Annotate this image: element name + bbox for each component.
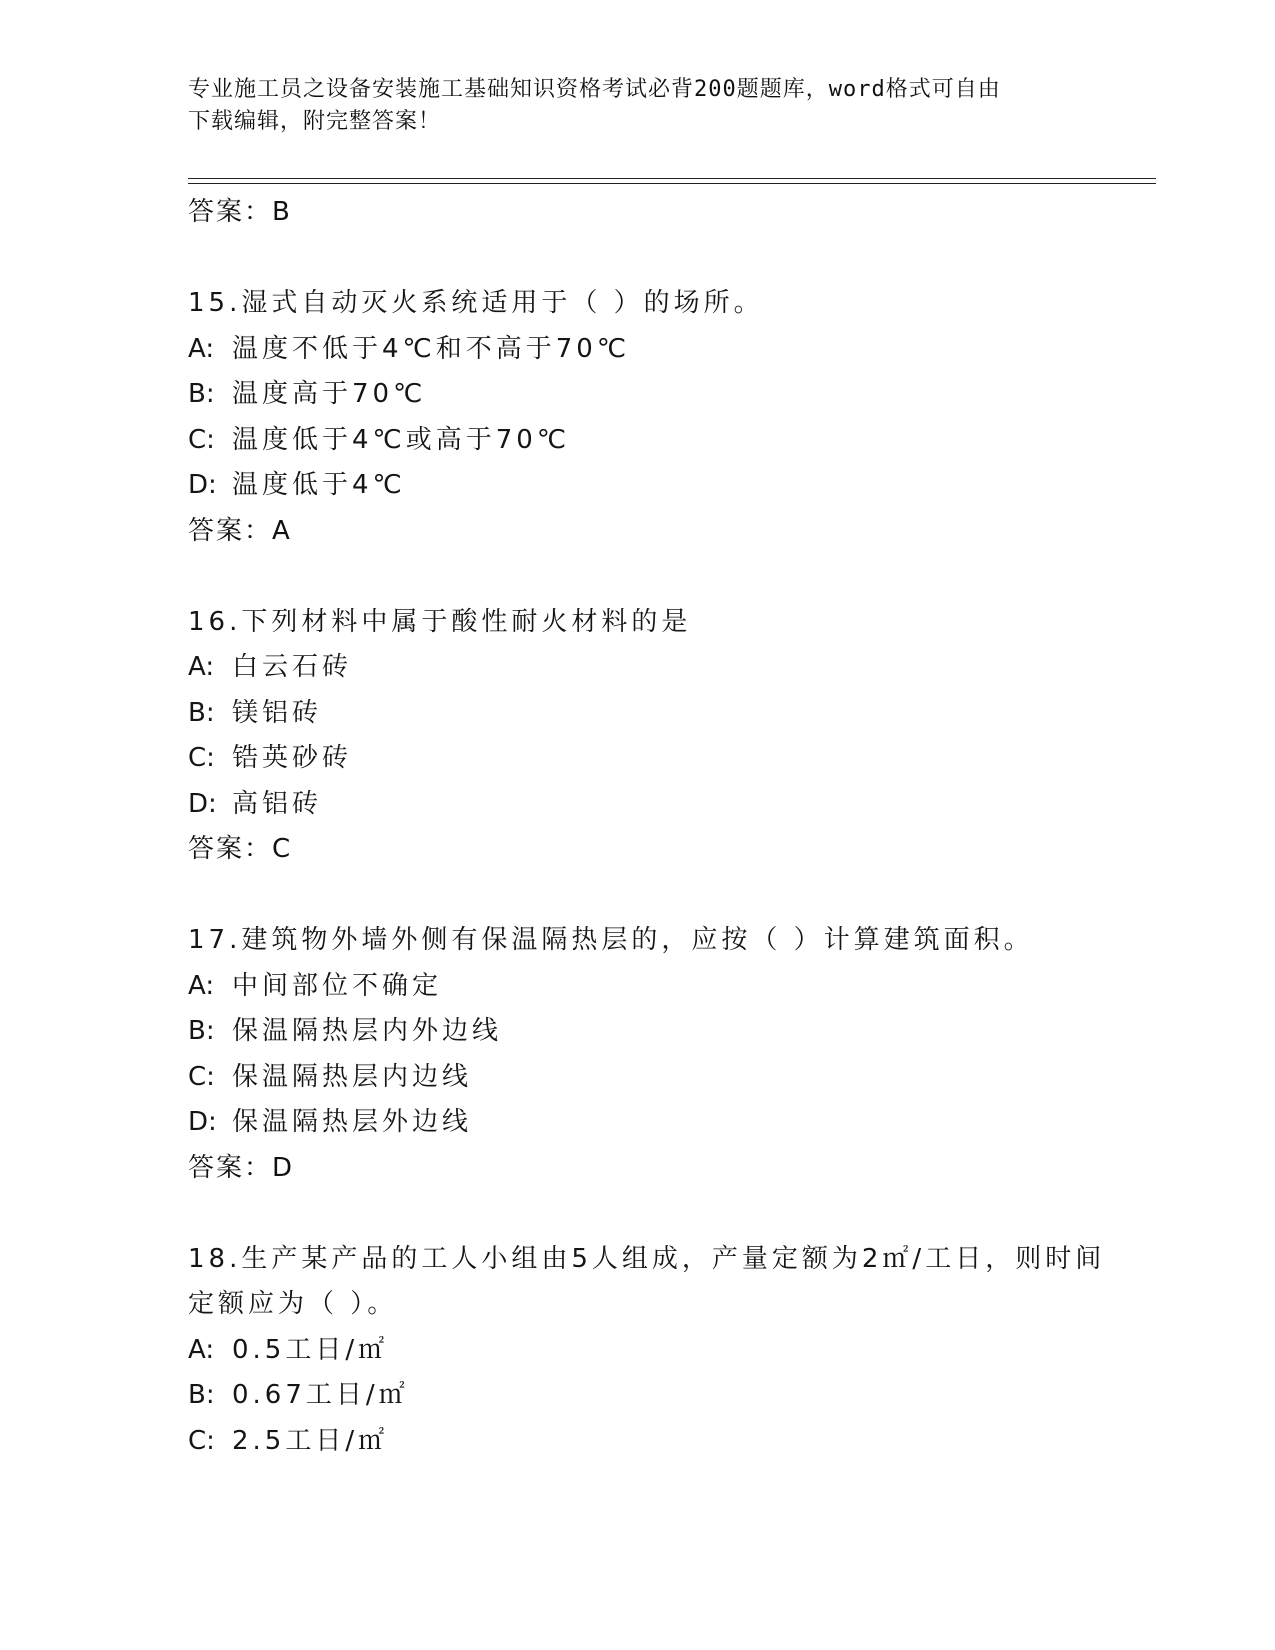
option-letter: B:: [188, 379, 215, 409]
question-list: [188, 190, 1188, 1464]
option-b: [188, 1009, 1188, 1055]
option-letter: B:: [188, 1016, 215, 1046]
option-letter: A:: [188, 333, 215, 364]
answer-line: [188, 827, 1188, 873]
option-c: [188, 1055, 1188, 1101]
option-b: [188, 372, 1188, 418]
option-letter: C:: [188, 424, 215, 455]
option-text: 锆英砂砖: [232, 743, 353, 773]
option-letter: D:: [188, 788, 217, 819]
option-b: [188, 1373, 1188, 1419]
answer-line: [188, 509, 1188, 555]
option-text: 保温隔热层内外边线: [232, 1016, 503, 1046]
spacer: [188, 554, 1188, 600]
question-title-line-1: 18.生产某产品的工人小组由5人组成，产量定额为2㎡/工日，则时间: [188, 1243, 1106, 1274]
header-line-1: 专业施工员之设备安装施工基础知识资格考试必背200题题库，word格式可自由: [188, 77, 1001, 102]
option-letter: C:: [188, 743, 215, 773]
answer-value: D: [272, 1152, 295, 1183]
option-text: 高铝砖: [232, 788, 323, 819]
answer-value: B: [272, 197, 292, 227]
option-a: [188, 645, 1188, 691]
option-text: 中间部位不确定: [232, 970, 443, 1001]
option-text: 镁铝砖: [232, 697, 323, 728]
answer-prefix: 答案：: [188, 1152, 273, 1183]
option-letter: C:: [188, 1061, 215, 1092]
option-text: 2.5工日/㎡: [232, 1425, 389, 1456]
header-divider-top: [188, 178, 1156, 179]
option-letter: B:: [188, 1380, 215, 1410]
spacer: [188, 1191, 1188, 1237]
option-letter: D:: [188, 1107, 217, 1137]
option-letter: B:: [188, 697, 215, 728]
option-text: 0.5工日/㎡: [232, 1334, 389, 1365]
option-d: [188, 1100, 1188, 1146]
answer-line: [188, 1146, 1188, 1192]
option-text: 保温隔热层内边线: [232, 1061, 473, 1092]
option-letter: D:: [188, 470, 217, 500]
question-title: 17.建筑物外墙外侧有保温隔热层的，应按（ ）计算建筑面积。: [188, 925, 1034, 955]
answer-line: [188, 190, 1188, 236]
header-divider-bottom: [188, 183, 1156, 184]
spacer: [188, 873, 1188, 919]
answer-value: C: [272, 834, 293, 864]
option-letter: C:: [188, 1425, 215, 1456]
option-text: 温度高于70℃: [232, 379, 427, 409]
spacer: [188, 236, 1188, 282]
option-letter: A:: [188, 1334, 215, 1365]
option-a: [188, 327, 1188, 373]
answer-prefix: 答案：: [188, 515, 273, 546]
answer-prefix: 答案：: [188, 834, 273, 864]
question-title: 16.下列材料中属于酸性耐火材料的是: [188, 606, 692, 637]
option-c: [188, 736, 1188, 782]
option-c: [188, 418, 1188, 464]
option-a: [188, 1328, 1188, 1374]
option-text: 0.67工日/㎡: [232, 1380, 409, 1410]
option-text: 温度不低于4℃和不高于70℃: [232, 333, 631, 364]
answer-prefix: 答案：: [188, 197, 273, 227]
option-d: [188, 782, 1188, 828]
option-letter: A:: [188, 970, 215, 1001]
question-title: 15.湿式自动灭火系统适用于（ ）的场所。: [188, 288, 764, 318]
option-b: [188, 691, 1188, 737]
answer-value: A: [272, 515, 292, 546]
option-text: 温度低于4℃或高于70℃: [232, 424, 571, 455]
option-text: 白云石砖: [232, 652, 353, 682]
option-a: [188, 964, 1188, 1010]
option-letter: A:: [188, 652, 215, 682]
question-title-line-2: 定额应为（ ）。: [188, 1289, 398, 1319]
header-line-2: 下载编辑，附完整答案！: [188, 109, 442, 134]
option-d: [188, 463, 1188, 509]
option-c: [188, 1419, 1188, 1465]
option-text: 温度低于4℃: [232, 470, 406, 500]
document-header: [188, 74, 1088, 138]
option-text: 保温隔热层外边线: [232, 1107, 473, 1137]
